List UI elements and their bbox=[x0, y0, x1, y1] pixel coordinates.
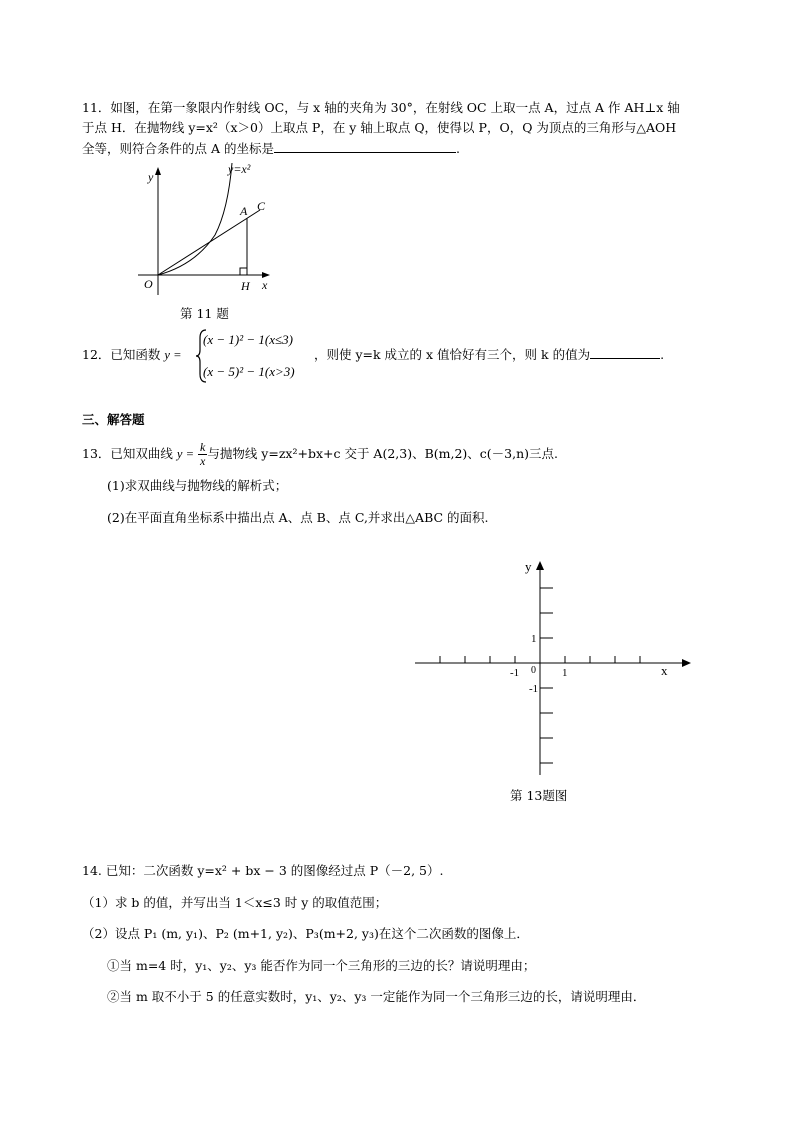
q12-suffix-line bbox=[314, 346, 664, 364]
q13-label-neg1-y: -1 bbox=[529, 683, 539, 695]
q13-prefix: 13．已知双曲线 bbox=[82, 446, 173, 461]
q13-part1: (1)求双曲线与抛物线的解析式； bbox=[107, 478, 288, 493]
q13-frac-den: x bbox=[199, 454, 206, 468]
section3-title: 三、解答题 bbox=[82, 412, 145, 427]
q13-part2: (2)在平面直角坐标系中描出点 A、点 B、点 C,并求出△ABC 的面积. bbox=[107, 510, 489, 525]
q13-x-label: x bbox=[661, 663, 668, 678]
q11-ray-oc bbox=[158, 210, 260, 275]
q13-rest: 与抛物线 y=zx²+bx+c 交于 A(2,3)、B(m,2)、c(－3,n)三点. bbox=[207, 446, 558, 461]
q13-frac-num: k bbox=[199, 440, 206, 454]
q13-caption: 第 13题图 bbox=[510, 788, 568, 803]
q13-x-arrow bbox=[682, 659, 691, 667]
q12-prefix-text: 12．已知函数 bbox=[82, 347, 161, 362]
q11-y-arrow bbox=[155, 167, 161, 175]
q11-y-label: y bbox=[148, 170, 154, 184]
q12-y-eq: y = bbox=[164, 348, 182, 362]
q11-h-label: H bbox=[241, 279, 250, 293]
q11-line3-text: 全等，则符合条件的点 A 的坐标是 bbox=[82, 141, 274, 156]
q13-y-ticks bbox=[540, 588, 553, 763]
q12-case2: (x − 5)² − 1(x>3) bbox=[203, 364, 295, 379]
q12-prefix bbox=[82, 346, 182, 364]
q11-line1: 11．如图，在第一象限内作射线 OC，与 x 轴的夹角为 30°，在射线 OC 上取一点 A，过点 A 作 AH⊥x 轴 bbox=[82, 100, 680, 115]
q12-case1: (x − 1)² − 1(x≤3) bbox=[203, 332, 293, 347]
q11-c-label: C bbox=[257, 199, 266, 213]
q11-parabola bbox=[158, 163, 232, 275]
q13-y-arrow bbox=[536, 561, 544, 570]
q14-line3: （2）设点 P₁ (m, y₁)、P₂ (m+1, y₂)、P₃(m+2, y₃)在这个二次函数的图像上． bbox=[82, 926, 529, 941]
q11-o-label: O bbox=[144, 277, 153, 291]
q12-answer-blank[interactable] bbox=[590, 346, 660, 359]
q13-origin-label: 0 bbox=[531, 665, 536, 676]
q13-y-label: y bbox=[525, 559, 532, 574]
q13-label-neg1-x: -1 bbox=[510, 667, 520, 679]
q12-end: . bbox=[660, 347, 665, 362]
q13-label-1-y: 1 bbox=[531, 633, 537, 645]
q11-line2: 于点 H．在抛物线 y=x²（x＞0）上取点 P，在 y 轴上取点 Q，使得以 P，O，Q 为顶点的三角形与△AOH bbox=[82, 120, 677, 135]
q11-answer-blank[interactable] bbox=[274, 140, 456, 153]
q11-end: . bbox=[455, 141, 460, 156]
q14-line1: 14. 已知：二次函数 y=x² + bx − 3 的图像经过点 P（－2, 5）. bbox=[82, 863, 444, 878]
q14-line4: ①当 m=4 时，y₁、y₂、y₃ 能否作为同一个三角形的三边的长？请说明理由； bbox=[107, 958, 536, 973]
q11-curve-label: y=x² bbox=[228, 162, 251, 176]
q11-caption: 第 11 题 bbox=[180, 306, 229, 321]
q13-label-1-x: 1 bbox=[562, 667, 568, 679]
q11-a-label: A bbox=[240, 204, 248, 218]
q11-figure bbox=[120, 155, 280, 305]
q13-y-eq: y = bbox=[176, 447, 194, 461]
q12-suffix: ，则使 y=k 成立的 x 值恰好有三个，则 k 的值为 bbox=[314, 347, 591, 362]
q11-right-angle-mark bbox=[240, 268, 247, 275]
q14-line5: ②当 m 取不小于 5 的任意实数时，y₁、y₂、y₃ 一定能作为同一个三角形三边的长，请说明理由． bbox=[107, 989, 646, 1004]
q14-line2: （1）求 b 的值，并写出当 1＜x≤3 时 y 的取值范围； bbox=[82, 895, 388, 910]
q11-x-label: x bbox=[262, 278, 268, 292]
q13-line1 bbox=[82, 441, 558, 468]
q13-grid bbox=[405, 555, 705, 785]
q13-fraction bbox=[198, 441, 207, 468]
